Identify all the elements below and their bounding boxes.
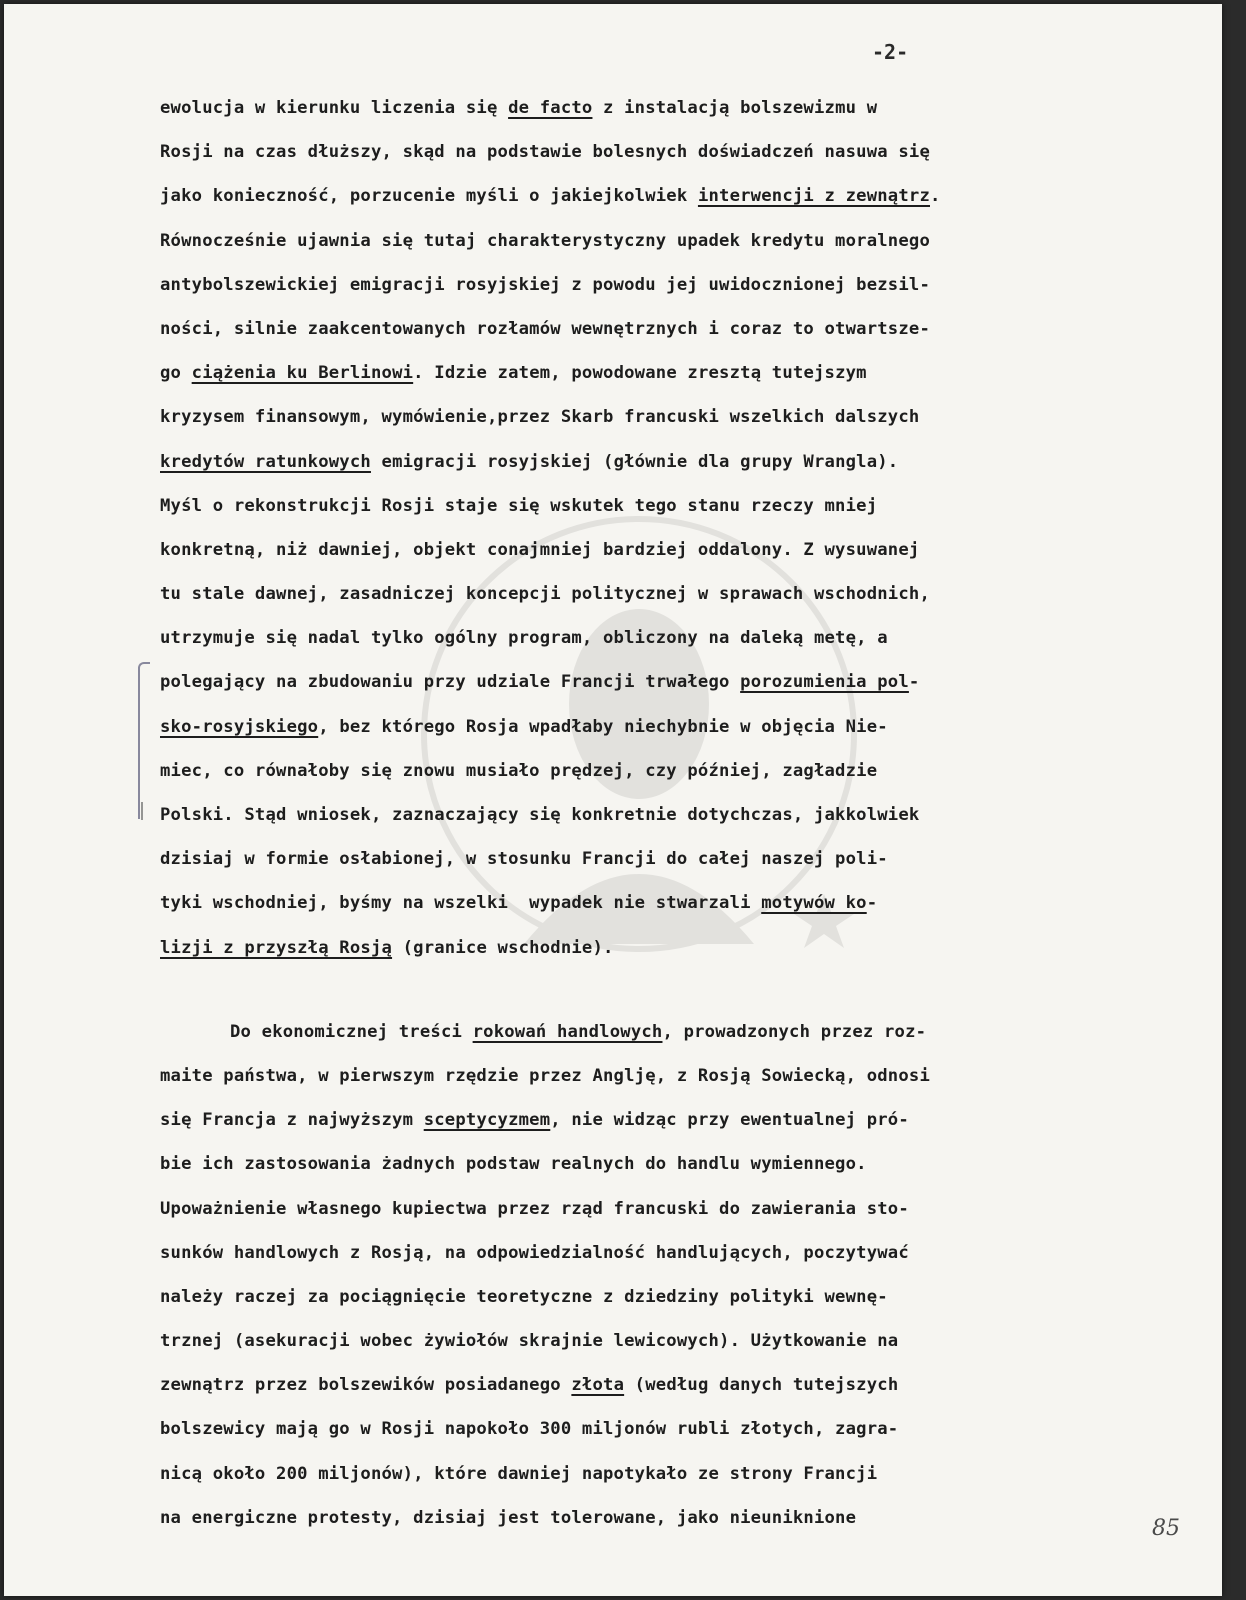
text-run: się Francja z najwyższym bbox=[160, 1110, 424, 1131]
underlined-phrase: złota bbox=[571, 1375, 625, 1396]
text-line bbox=[160, 1452, 1132, 1496]
text-run: polegający na zbudowaniu przy udziale Francji trwałego bbox=[160, 672, 741, 693]
text-line bbox=[160, 660, 1132, 704]
underlined-phrase: rokowań handlowych bbox=[472, 1021, 663, 1042]
underlined-phrase: kredytów ratunkowych bbox=[160, 451, 371, 472]
text-line bbox=[160, 440, 1132, 484]
text-line bbox=[160, 616, 1132, 660]
text-run: tu stale dawnej, zasadniczej koncepcji politycznej w sprawach wschodnich, bbox=[160, 584, 930, 605]
text-run: , bez którego Rosja wpadłaby niechybnie w objęcia Nie- bbox=[318, 716, 888, 737]
text-line bbox=[160, 1231, 1132, 1275]
text-run: sunków handlowych z Rosją, na odpowiedzialność handlujących, poczytywać bbox=[160, 1242, 909, 1263]
text-line bbox=[160, 1363, 1132, 1407]
text-run: na energiczne protesty, dzisiaj jest tolerowane, jako nieuniknione bbox=[160, 1507, 857, 1528]
text-line bbox=[160, 1496, 1132, 1540]
underlined-phrase: sko-rosyjskiego bbox=[160, 716, 319, 737]
text-line bbox=[160, 749, 1132, 793]
typewritten-text bbox=[160, 86, 1132, 1540]
text-run: należy raczej za pociągnięcie teoretyczne z dziedziny polityki wewnę- bbox=[160, 1286, 888, 1307]
text-run: tyki wschodniej, byśmy na wszelki wypadek nie stwarzali bbox=[160, 893, 762, 914]
text-run: - bbox=[908, 672, 920, 693]
text-run: Myśl o rekonstrukcji Rosji staje się wskutek tego stanu rzeczy mniej bbox=[160, 495, 878, 516]
archive-folio-number: 85 bbox=[1152, 1516, 1180, 1541]
text-run: - bbox=[866, 893, 878, 914]
underlined-phrase: interwencji z zewnątrz bbox=[697, 186, 930, 207]
text-run: z instalacją bolszewizmu w bbox=[592, 98, 878, 118]
underlined-phrase: lizji z przyszłą Rosją bbox=[160, 937, 393, 958]
text-line bbox=[160, 572, 1132, 616]
margin-pencil-bracket bbox=[138, 662, 150, 819]
text-run: ności, silnie zaakcentowanych rozłamów wewnętrznych i coraz to otwartsze- bbox=[160, 318, 930, 339]
text-run: bie ich zastosowania żadnych podstaw realnych do handlu wymiennego. bbox=[160, 1154, 867, 1175]
text-line bbox=[160, 1010, 1132, 1054]
text-line bbox=[160, 351, 1132, 395]
underlined-phrase: motywów ko bbox=[761, 893, 867, 914]
text-line bbox=[160, 1187, 1132, 1231]
underlined-phrase: de facto bbox=[508, 98, 593, 118]
text-line bbox=[160, 1407, 1132, 1451]
text-run: emigracji rosyjskiej (głównie dla grupy Wrangla). bbox=[370, 451, 899, 472]
text-run: konkretną, niż dawniej, objekt conajmniej bardziej oddalony. Z wysuwanej bbox=[160, 539, 920, 560]
underlined-phrase: sceptycyzmem bbox=[423, 1110, 551, 1131]
text-line bbox=[160, 881, 1132, 925]
text-line bbox=[160, 307, 1132, 351]
text-line bbox=[160, 263, 1132, 307]
underlined-phrase: ciążenia ku Berlinowi bbox=[191, 363, 414, 384]
text-run: bolszewicy mają go w Rosji napokoło 300 miljonów rubli złotych, zagra- bbox=[160, 1419, 899, 1440]
text-run: (granice wschodnie). bbox=[392, 937, 614, 958]
text-line bbox=[160, 1098, 1132, 1142]
text-run: trznej (asekuracji wobec żywiołów skrajnie lewicowych). Użytkowanie na bbox=[160, 1331, 899, 1352]
text-run: maite państwa, w pierwszym rzędzie przez Anglję, z Rosją Sowiecką, odnosi bbox=[160, 1065, 930, 1086]
text-line bbox=[160, 1142, 1132, 1186]
text-line bbox=[160, 705, 1132, 749]
text-line bbox=[160, 86, 1132, 130]
paragraph-2 bbox=[160, 1010, 1132, 1540]
text-run: (według danych tutejszych bbox=[624, 1375, 899, 1396]
text-run: , prowadzonych przez roz- bbox=[662, 1021, 927, 1042]
text-line bbox=[160, 1275, 1132, 1319]
text-run: . Idzie zatem, powodowane zresztą tutejszym bbox=[413, 363, 867, 384]
text-line bbox=[160, 837, 1132, 881]
text-run: antybolszewickiej emigracji rosyjskiej z powodu jej uwidocznionej bezsil- bbox=[160, 274, 930, 295]
text-run: nicą około 200 miljonów), które dawniej napotykało ze strony Francji bbox=[160, 1463, 878, 1484]
paragraph-1 bbox=[160, 86, 1132, 970]
text-run: dzisiaj w formie osłabionej, w stosunku Francji do całej naszej poli- bbox=[160, 849, 888, 870]
text-line bbox=[160, 219, 1132, 263]
text-run: zewnątrz przez bolszewików posiadanego bbox=[160, 1375, 572, 1396]
text-line bbox=[160, 926, 1132, 970]
text-line bbox=[160, 130, 1132, 174]
paragraph-gap bbox=[160, 970, 1132, 1010]
text-run: Rosji na czas dłuższy, skąd na podstawie bolesnych doświadczeń nasuwa się bbox=[160, 142, 930, 163]
text-line bbox=[160, 1054, 1132, 1098]
text-run: , nie widząc przy ewentualnej pró- bbox=[550, 1110, 909, 1131]
text-run: jako konieczność, porzucenie myśli o jakiejkolwiek bbox=[160, 186, 698, 207]
text-run: utrzymuje się nadal tylko ogólny program, obliczony na daleką metę, a bbox=[160, 628, 888, 649]
text-line bbox=[160, 395, 1132, 439]
text-run: kryzysem finansowym, wymówienie,przez Skarb francuski wszelkich dalszych bbox=[160, 407, 920, 428]
text-run: Polski. Stąd wniosek, zaznaczający się konkretnie dotychczas, jakkolwiek bbox=[160, 805, 920, 825]
document-page bbox=[4, 4, 1222, 1596]
text-run: . bbox=[930, 186, 941, 207]
text-run: Równocześnie ujawnia się tutaj charakterystyczny upadek kredytu moralnego bbox=[160, 230, 930, 251]
text-run: Do ekonomicznej treści bbox=[230, 1021, 473, 1042]
underlined-phrase: porozumienia pol bbox=[740, 672, 909, 693]
text-line bbox=[160, 1319, 1132, 1363]
text-run: go bbox=[160, 363, 192, 384]
page-number: -2- bbox=[872, 40, 909, 64]
text-line bbox=[160, 484, 1132, 528]
text-run: miec, co równałoby się znowu musiało prędzej, czy później, zagładzie bbox=[160, 760, 878, 781]
margin-pencil-tick bbox=[141, 802, 143, 820]
text-run: ewolucja w kierunku liczenia się bbox=[160, 98, 509, 118]
text-line bbox=[160, 793, 1132, 837]
text-line bbox=[160, 174, 1132, 218]
text-run: Upoważnienie własnego kupiectwa przez rząd francuski do zawierania sto- bbox=[160, 1198, 909, 1219]
text-line bbox=[160, 528, 1132, 572]
